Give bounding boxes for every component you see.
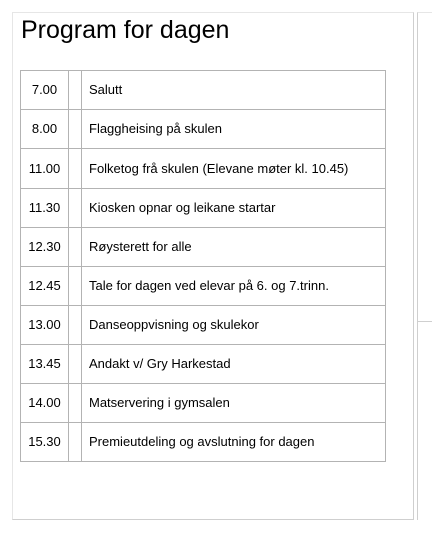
table-row bbox=[21, 306, 386, 345]
event-cell: Salutt bbox=[82, 71, 386, 110]
event-cell: Tale for dagen ved elevar på 6. og 7.trinn. bbox=[82, 267, 386, 306]
schedule-table bbox=[20, 70, 386, 462]
time-cell: 14.00 bbox=[21, 384, 69, 423]
spacer-cell bbox=[69, 345, 82, 384]
event-cell: Folketog frå skulen (Elevane møter kl. 10.45) bbox=[82, 149, 386, 189]
time-cell: 12.45 bbox=[21, 267, 69, 306]
event-cell: Premieutdeling og avslutning for dagen bbox=[82, 423, 386, 462]
time-cell: 13.45 bbox=[21, 345, 69, 384]
spacer-cell bbox=[69, 189, 82, 228]
event-cell: Andakt v/ Gry Harkestad bbox=[82, 345, 386, 384]
spacer-cell bbox=[69, 228, 82, 267]
time-cell: 13.00 bbox=[21, 306, 69, 345]
spacer-cell bbox=[69, 267, 82, 306]
spacer-cell bbox=[69, 149, 82, 189]
table-row bbox=[21, 189, 386, 228]
time-cell: 8.00 bbox=[21, 110, 69, 149]
time-cell: 11.30 bbox=[21, 189, 69, 228]
time-cell: 15.30 bbox=[21, 423, 69, 462]
table-row bbox=[21, 110, 386, 149]
event-cell: Flaggheising på skulen bbox=[82, 110, 386, 149]
spacer-cell bbox=[69, 384, 82, 423]
side-strip bbox=[417, 322, 432, 520]
spacer-cell bbox=[69, 306, 82, 345]
table-row bbox=[21, 149, 386, 189]
table-row bbox=[21, 384, 386, 423]
table-row bbox=[21, 267, 386, 306]
event-cell: Kiosken opnar og leikane startar bbox=[82, 189, 386, 228]
event-cell: Matservering i gymsalen bbox=[82, 384, 386, 423]
event-cell: Røysterett for alle bbox=[82, 228, 386, 267]
table-row bbox=[21, 345, 386, 384]
time-cell: 11.00 bbox=[21, 149, 69, 189]
table-row bbox=[21, 423, 386, 462]
side-panel bbox=[417, 12, 432, 322]
table-row bbox=[21, 228, 386, 267]
spacer-cell bbox=[69, 71, 82, 110]
table-row bbox=[21, 71, 386, 110]
page-title: Program for dagen bbox=[21, 16, 230, 44]
spacer-cell bbox=[69, 423, 82, 462]
time-cell: 12.30 bbox=[21, 228, 69, 267]
event-cell: Danseoppvisning og skulekor bbox=[82, 306, 386, 345]
time-cell: 7.00 bbox=[21, 71, 69, 110]
spacer-cell bbox=[69, 110, 82, 149]
